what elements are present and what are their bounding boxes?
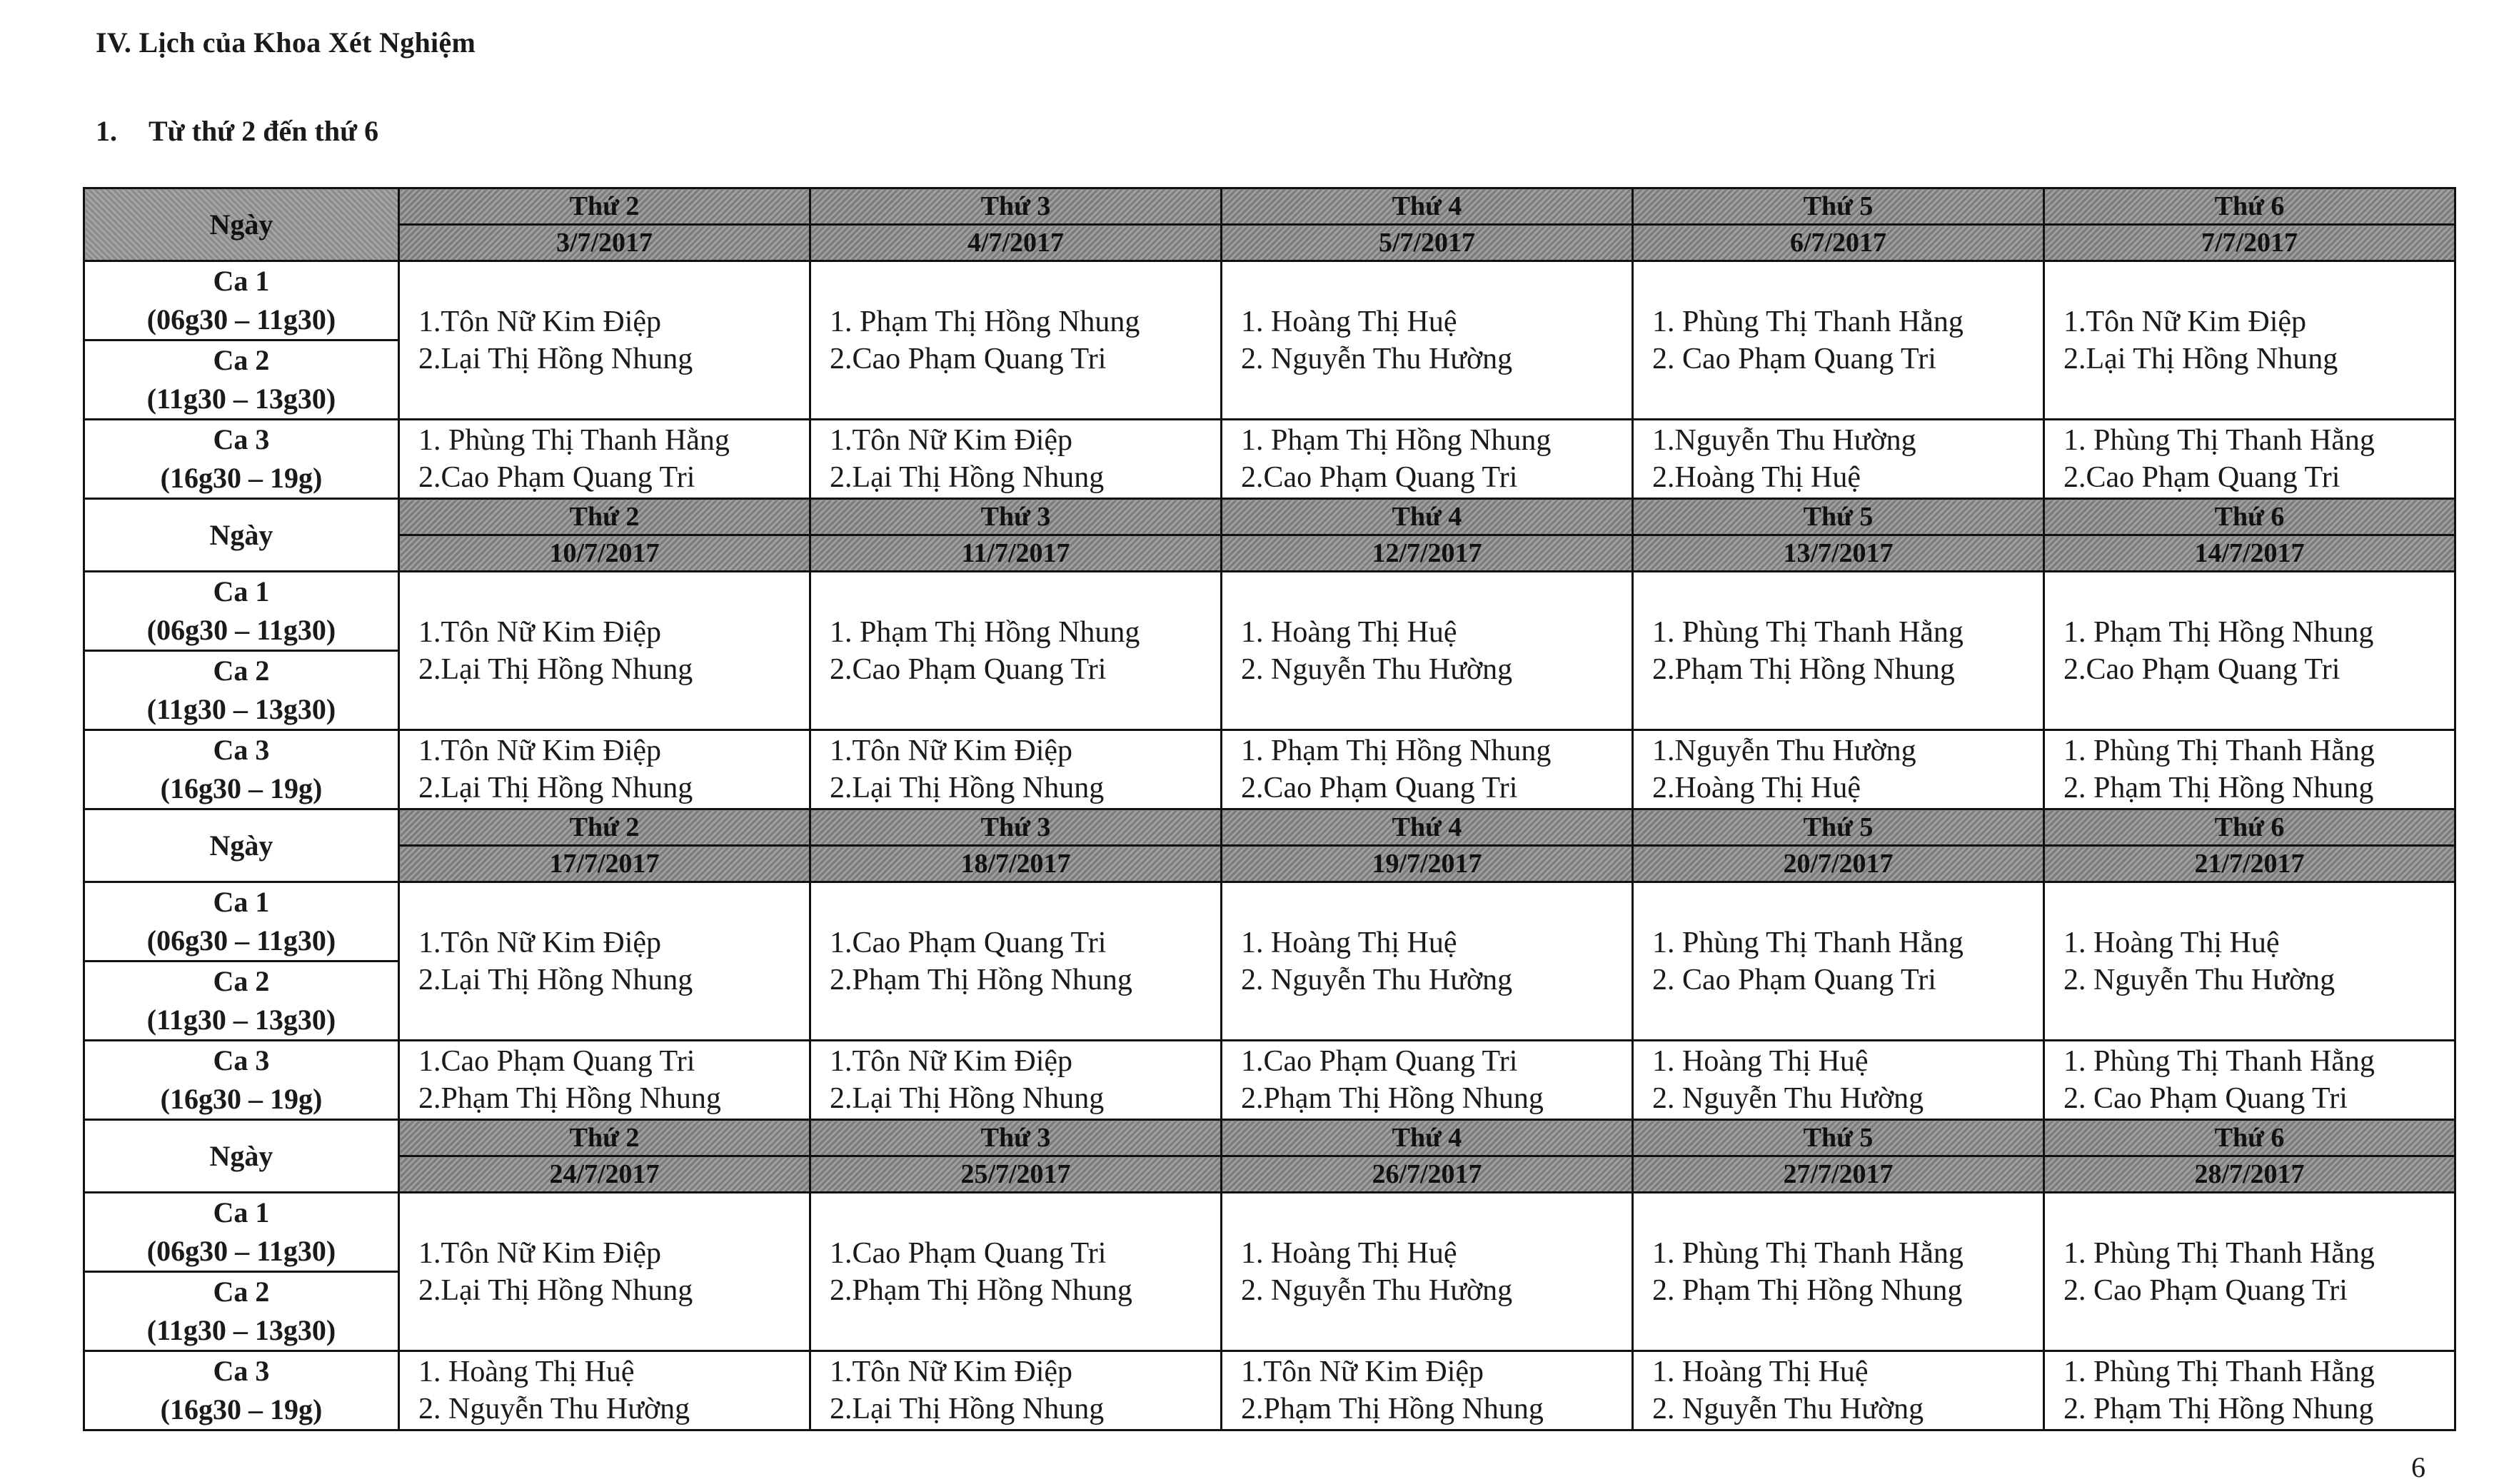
- staff-name: 1. Hoàng Thị Huệ: [1241, 305, 1457, 338]
- staff-name: 2.Lại Thị Hồng Nhung: [418, 963, 693, 996]
- weekday-header: Thứ 4: [1222, 188, 1633, 225]
- staff-cell-ca3: [2044, 730, 2455, 809]
- staff-name: 1. Phùng Thị Thanh Hằng: [2063, 735, 2375, 767]
- staff-name: 1. Phùng Thị Thanh Hằng: [2063, 1045, 2375, 1078]
- staff-name: 2.Phạm Thị Hồng Nhung: [418, 1082, 721, 1115]
- shift-name: Ca 3: [213, 1044, 270, 1076]
- staff-cell-ca12: [1222, 1193, 1633, 1351]
- shift-row-ca1: [84, 261, 2455, 340]
- subsection-number: 1.: [96, 115, 117, 147]
- week-header-row: [84, 499, 2455, 535]
- staff-name: 1. Phạm Thị Hồng Nhung: [830, 615, 1140, 649]
- staff-name: 1.Nguyễn Thu Hường: [1652, 424, 1916, 457]
- staff-cell-ca12: [1222, 261, 1633, 420]
- staff-name: 1. Phùng Thị Thanh Hằng: [1652, 305, 1964, 338]
- week-date-row: [84, 535, 2455, 572]
- shift-name: Ca 2: [213, 655, 270, 687]
- staff-name: 1.Tôn Nữ Kim Điệp: [830, 1356, 1073, 1388]
- staff-name: 1. Phùng Thị Thanh Hằng: [2063, 424, 2375, 457]
- shift-name: Ca 2: [213, 965, 270, 997]
- section-heading: IV. Lịch của Khoa Xét Nghiệm: [96, 26, 476, 59]
- staff-name: 1. Phạm Thị Hồng Nhung: [830, 305, 1140, 338]
- staff-cell-ca12: [399, 882, 810, 1041]
- staff-cell-ca12: [2044, 572, 2455, 730]
- date-header: 27/7/2017: [1633, 1156, 2044, 1193]
- shift-name: Ca 1: [213, 886, 270, 918]
- staff-cell-ca12: [1633, 882, 2044, 1041]
- shift-ca3-label: [84, 420, 399, 499]
- staff-name: 1.Tôn Nữ Kim Điệp: [418, 926, 662, 959]
- staff-name: 2. Phạm Thị Hồng Nhung: [1652, 1273, 1963, 1307]
- staff-name: 1. Phạm Thị Hồng Nhung: [2063, 615, 2374, 649]
- shift-row-ca1: [84, 1193, 2455, 1272]
- staff-name: 2. Nguyễn Thu Hường: [1241, 652, 1513, 686]
- staff-name: 2.Hoàng Thị Huệ: [1652, 461, 1861, 494]
- staff-name: 2.Cao Phạm Quang Tri: [2063, 652, 2340, 686]
- date-header: 12/7/2017: [1222, 535, 1633, 572]
- weekday-header: Thứ 5: [1633, 188, 2044, 225]
- staff-name: 1.Cao Phạm Quang Tri: [1241, 1045, 1518, 1078]
- weekday-header: Thứ 5: [1633, 809, 2044, 846]
- shift-name: Ca 3: [213, 734, 270, 766]
- staff-name: 1.Tôn Nữ Kim Điệp: [830, 424, 1073, 457]
- shift-time: (11g30 – 13g30): [146, 693, 336, 725]
- shift-row-ca1: [84, 882, 2455, 961]
- weekday-header: Thứ 2: [399, 809, 810, 846]
- staff-cell-ca12: [1633, 261, 2044, 420]
- subsection-heading: [96, 114, 378, 148]
- shift-name: Ca 3: [213, 1355, 270, 1387]
- staff-cell-ca3: [1222, 730, 1633, 809]
- staff-name: 2.Lại Thị Hồng Nhung: [2063, 342, 2338, 375]
- staff-name: 2.Phạm Thị Hồng Nhung: [830, 1273, 1132, 1307]
- staff-cell-ca12: [1222, 572, 1633, 730]
- staff-cell-ca12: [810, 1193, 1222, 1351]
- staff-name: 2.Lại Thị Hồng Nhung: [830, 1082, 1105, 1115]
- week-date-row: [84, 1156, 2455, 1193]
- staff-name: 1. Hoàng Thị Huệ: [2063, 926, 2280, 959]
- shift-time: (11g30 – 13g30): [146, 1314, 336, 1346]
- staff-name: 1. Phùng Thị Thanh Hằng: [2063, 1236, 2375, 1270]
- weekday-header: Thứ 2: [399, 188, 810, 225]
- weekday-header: Thứ 4: [1222, 499, 1633, 535]
- staff-name: 2. Phạm Thị Hồng Nhung: [2063, 772, 2374, 804]
- date-header: 4/7/2017: [810, 225, 1222, 261]
- date-header: 21/7/2017: [2044, 846, 2455, 882]
- staff-name: 1. Phạm Thị Hồng Nhung: [1241, 424, 1552, 457]
- weekday-header: Thứ 5: [1633, 1120, 2044, 1156]
- staff-cell-ca3: [2044, 1351, 2455, 1430]
- weekday-header: Thứ 3: [810, 1120, 1222, 1156]
- shift-time: (16g30 – 19g): [160, 1083, 323, 1115]
- staff-name: 2. Nguyễn Thu Hường: [1241, 1273, 1513, 1307]
- weekday-header: Thứ 3: [810, 499, 1222, 535]
- staff-name: 1. Hoàng Thị Huệ: [1652, 1045, 1869, 1078]
- shift-ca3-label: [84, 1041, 399, 1120]
- staff-name: 2. Nguyễn Thu Hường: [1241, 342, 1513, 375]
- staff-name: 2.Cao Phạm Quang Tri: [830, 342, 1107, 375]
- date-header: 25/7/2017: [810, 1156, 1222, 1193]
- staff-cell-ca3: [1222, 1351, 1633, 1430]
- shift-ca1-label: [84, 572, 399, 651]
- staff-cell-ca3: [2044, 420, 2455, 499]
- shift-row-ca3: [84, 1041, 2455, 1120]
- shift-row-ca3: [84, 730, 2455, 809]
- week-date-row: [84, 846, 2455, 882]
- staff-name: 2.Lại Thị Hồng Nhung: [830, 461, 1105, 494]
- staff-name: 1. Phùng Thị Thanh Hằng: [1652, 1236, 1964, 1270]
- week-header-row: [84, 188, 2455, 225]
- ngay-label: Ngày: [84, 809, 399, 882]
- shift-name: Ca 1: [213, 575, 270, 607]
- staff-name: 1.Cao Phạm Quang Tri: [830, 926, 1107, 959]
- staff-name: 2. Nguyễn Thu Hường: [1652, 1082, 1924, 1115]
- shift-name: Ca 1: [213, 1196, 270, 1228]
- date-header: 6/7/2017: [1633, 225, 2044, 261]
- staff-name: 2.Cao Phạm Quang Tri: [830, 652, 1107, 686]
- staff-cell-ca3: [2044, 1041, 2455, 1120]
- staff-name: 2.Cao Phạm Quang Tri: [2063, 461, 2340, 494]
- page-number: 6: [2411, 1451, 2425, 1483]
- date-header: 26/7/2017: [1222, 1156, 1633, 1193]
- weekday-header: Thứ 6: [2044, 499, 2455, 535]
- date-header: 3/7/2017: [399, 225, 810, 261]
- staff-cell-ca12: [1633, 572, 2044, 730]
- staff-name: 2.Lại Thị Hồng Nhung: [830, 1393, 1105, 1425]
- staff-name: 1. Hoàng Thị Huệ: [418, 1356, 635, 1388]
- staff-name: 2. Nguyễn Thu Hường: [1241, 963, 1513, 996]
- shift-time: (06g30 – 11g30): [146, 614, 336, 646]
- staff-name: 1.Cao Phạm Quang Tri: [418, 1045, 695, 1078]
- shift-ca2-label: [84, 961, 399, 1041]
- staff-cell-ca12: [399, 1193, 810, 1351]
- staff-cell-ca3: [810, 1041, 1222, 1120]
- weekday-header: Thứ 6: [2044, 188, 2455, 225]
- shift-ca1-label: [84, 882, 399, 961]
- ngay-label: Ngày: [84, 499, 399, 572]
- staff-cell-ca12: [2044, 1193, 2455, 1351]
- staff-name: 1. Phùng Thị Thanh Hằng: [2063, 1356, 2375, 1388]
- shift-name: Ca 3: [213, 423, 270, 455]
- staff-name: 2.Phạm Thị Hồng Nhung: [1652, 652, 1955, 686]
- staff-cell-ca12: [2044, 882, 2455, 1041]
- week-header-row: [84, 1120, 2455, 1156]
- schedule-table: [83, 187, 2456, 1431]
- staff-name: 1. Hoàng Thị Huệ: [1241, 1236, 1457, 1270]
- staff-name: 1.Tôn Nữ Kim Điệp: [418, 735, 662, 767]
- staff-name: 2.Cao Phạm Quang Tri: [418, 461, 695, 494]
- shift-ca3-label: [84, 1351, 399, 1430]
- shift-row-ca3: [84, 1351, 2455, 1430]
- staff-cell-ca12: [810, 572, 1222, 730]
- date-header: 10/7/2017: [399, 535, 810, 572]
- shift-time: (11g30 – 13g30): [146, 383, 336, 415]
- staff-name: 1.Tôn Nữ Kim Điệp: [418, 1236, 662, 1270]
- staff-cell-ca3: [1633, 420, 2044, 499]
- staff-cell-ca12: [1222, 882, 1633, 1041]
- weekday-header: Thứ 3: [810, 809, 1222, 846]
- staff-name: 2.Lại Thị Hồng Nhung: [830, 772, 1105, 804]
- staff-name: 1. Phùng Thị Thanh Hằng: [1652, 926, 1964, 959]
- date-header: 19/7/2017: [1222, 846, 1633, 882]
- staff-name: 1. Hoàng Thị Huệ: [1652, 1356, 1869, 1388]
- shift-ca3-label: [84, 730, 399, 809]
- staff-name: 2. Phạm Thị Hồng Nhung: [2063, 1393, 2374, 1425]
- weekday-header: Thứ 2: [399, 499, 810, 535]
- staff-cell-ca3: [1633, 1351, 2044, 1430]
- staff-cell-ca3: [399, 1041, 810, 1120]
- shift-time: (16g30 – 19g): [160, 772, 323, 804]
- shift-name: Ca 2: [213, 344, 270, 376]
- staff-name: 2.Lại Thị Hồng Nhung: [418, 652, 693, 686]
- date-header: 7/7/2017: [2044, 225, 2455, 261]
- weekday-header: Thứ 2: [399, 1120, 810, 1156]
- staff-name: 1. Phùng Thị Thanh Hằng: [418, 424, 730, 457]
- staff-name: 2.Cao Phạm Quang Tri: [1241, 772, 1518, 804]
- shift-time: (06g30 – 11g30): [146, 924, 336, 956]
- shift-ca2-label: [84, 340, 399, 420]
- weekday-header: Thứ 4: [1222, 1120, 1633, 1156]
- ngay-label: Ngày: [84, 188, 399, 261]
- shift-name: Ca 2: [213, 1276, 270, 1308]
- staff-name: 1. Phạm Thị Hồng Nhung: [1241, 735, 1552, 767]
- subsection-title: Từ thứ 2 đến thứ 6: [149, 115, 379, 147]
- staff-cell-ca3: [1222, 420, 1633, 499]
- shift-ca1-label: [84, 1193, 399, 1272]
- staff-name: 1. Phùng Thị Thanh Hằng: [1652, 615, 1964, 649]
- staff-name: 1.Tôn Nữ Kim Điệp: [2063, 305, 2307, 338]
- staff-name: 2.Hoàng Thị Huệ: [1652, 772, 1861, 804]
- shift-time: (11g30 – 13g30): [146, 1004, 336, 1036]
- staff-name: 2. Nguyễn Thu Hường: [418, 1393, 690, 1425]
- date-header: 14/7/2017: [2044, 535, 2455, 572]
- staff-cell-ca12: [2044, 261, 2455, 420]
- staff-name: 2.Cao Phạm Quang Tri: [1241, 461, 1518, 494]
- staff-cell-ca3: [810, 420, 1222, 499]
- staff-name: 2.Lại Thị Hồng Nhung: [418, 342, 693, 375]
- staff-name: 1.Tôn Nữ Kim Điệp: [830, 1045, 1073, 1078]
- week-header-row: [84, 809, 2455, 846]
- staff-cell-ca3: [1222, 1041, 1633, 1120]
- staff-name: 2. Cao Phạm Quang Tri: [1652, 963, 1936, 996]
- staff-name: 2. Cao Phạm Quang Tri: [2063, 1273, 2348, 1307]
- date-header: 28/7/2017: [2044, 1156, 2455, 1193]
- staff-cell-ca3: [810, 1351, 1222, 1430]
- date-header: 18/7/2017: [810, 846, 1222, 882]
- ngay-label: Ngày: [84, 1120, 399, 1193]
- staff-cell-ca3: [810, 730, 1222, 809]
- shift-row-ca1: [84, 572, 2455, 651]
- staff-name: 2.Lại Thị Hồng Nhung: [418, 772, 693, 804]
- staff-cell-ca12: [1633, 1193, 2044, 1351]
- date-header: 13/7/2017: [1633, 535, 2044, 572]
- staff-cell-ca12: [399, 572, 810, 730]
- staff-name: 1. Hoàng Thị Huệ: [1241, 615, 1457, 649]
- shift-name: Ca 1: [213, 265, 270, 297]
- staff-cell-ca3: [1633, 730, 2044, 809]
- staff-name: 1.Tôn Nữ Kim Điệp: [418, 305, 662, 338]
- weekday-header: Thứ 6: [2044, 809, 2455, 846]
- date-header: 20/7/2017: [1633, 846, 2044, 882]
- staff-name: 2. Cao Phạm Quang Tri: [1652, 342, 1936, 375]
- staff-name: 2. Nguyễn Thu Hường: [1652, 1393, 1924, 1425]
- shift-time: (16g30 – 19g): [160, 462, 323, 494]
- date-header: 5/7/2017: [1222, 225, 1633, 261]
- staff-name: 1.Cao Phạm Quang Tri: [830, 1236, 1107, 1270]
- shift-row-ca3: [84, 420, 2455, 499]
- staff-cell-ca3: [399, 1351, 810, 1430]
- shift-time: (06g30 – 11g30): [146, 1235, 336, 1267]
- weekday-header: Thứ 5: [1633, 499, 2044, 535]
- shift-ca2-label: [84, 651, 399, 730]
- staff-name: 2.Phạm Thị Hồng Nhung: [830, 963, 1132, 996]
- shift-time: (06g30 – 11g30): [146, 303, 336, 335]
- staff-name: 1.Tôn Nữ Kim Điệp: [830, 735, 1073, 767]
- weekday-header: Thứ 3: [810, 188, 1222, 225]
- staff-name: 1.Tôn Nữ Kim Điệp: [1241, 1356, 1484, 1388]
- shift-time: (16g30 – 19g): [160, 1393, 323, 1425]
- staff-name: 1.Nguyễn Thu Hường: [1652, 735, 1916, 767]
- staff-cell-ca3: [399, 420, 810, 499]
- date-header: 17/7/2017: [399, 846, 810, 882]
- weekday-header: Thứ 4: [1222, 809, 1633, 846]
- staff-name: 2.Phạm Thị Hồng Nhung: [1241, 1082, 1544, 1115]
- staff-name: 2.Lại Thị Hồng Nhung: [418, 1273, 693, 1307]
- staff-name: 1.Tôn Nữ Kim Điệp: [418, 615, 662, 649]
- shift-ca1-label: [84, 261, 399, 340]
- staff-name: 2. Nguyễn Thu Hường: [2063, 963, 2335, 996]
- shift-ca2-label: [84, 1272, 399, 1351]
- staff-cell-ca3: [399, 730, 810, 809]
- staff-cell-ca12: [399, 261, 810, 420]
- staff-name: 2. Cao Phạm Quang Tri: [2063, 1082, 2348, 1115]
- week-date-row: [84, 225, 2455, 261]
- staff-name: 2.Phạm Thị Hồng Nhung: [1241, 1393, 1544, 1425]
- weekday-header: Thứ 6: [2044, 1120, 2455, 1156]
- staff-cell-ca3: [1633, 1041, 2044, 1120]
- date-header: 11/7/2017: [810, 535, 1222, 572]
- staff-name: 1. Hoàng Thị Huệ: [1241, 926, 1457, 959]
- staff-cell-ca12: [810, 261, 1222, 420]
- staff-cell-ca12: [810, 882, 1222, 1041]
- date-header: 24/7/2017: [399, 1156, 810, 1193]
